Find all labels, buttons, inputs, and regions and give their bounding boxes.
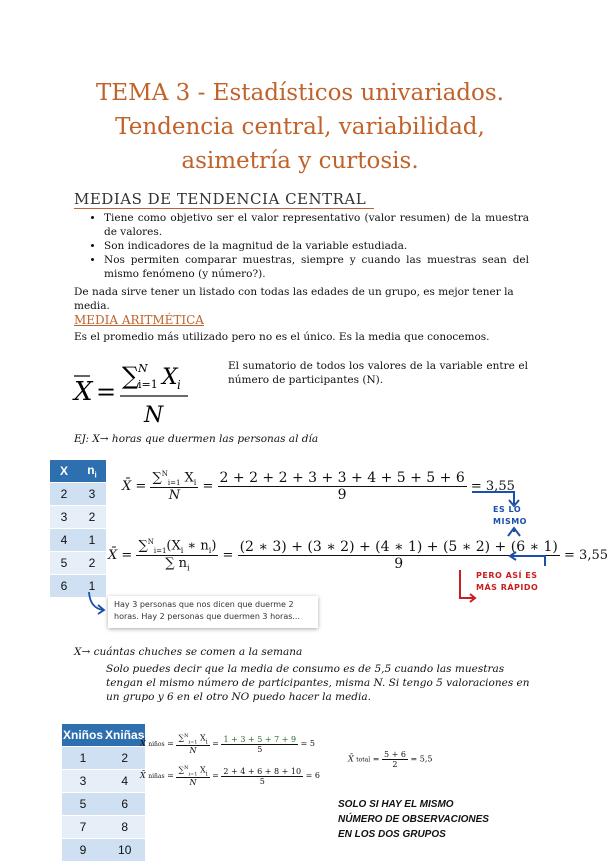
table-header-ninas: Xniñas bbox=[104, 724, 145, 747]
svg-text:N: N bbox=[138, 362, 148, 375]
table-row: 4 1 bbox=[50, 529, 106, 552]
equation-2: X̄ = $\frac{\sum^N_{i=1}(X_i ∗ n_i)}{\sum n_i}$ = $\frac{(2 ∗ 3) + (3 ∗ 2) + (4 ∗ 1) + (5 ∗ 2) + (6 ∗ 1)}{9}$ = 3,55 bbox=[108, 538, 608, 573]
table-row: 3 4 bbox=[62, 770, 145, 793]
title-line-2: Tendencia central, variabilidad, bbox=[115, 114, 485, 140]
page-title bbox=[0, 76, 600, 178]
mean-formula bbox=[74, 350, 224, 430]
table-row: 9 10 bbox=[62, 839, 145, 862]
equation-5: X̄ total = $\frac{5 + 6}{2}$ = 5,5 bbox=[348, 750, 433, 769]
blue-curve-arrow-icon bbox=[86, 590, 108, 618]
table-hours bbox=[50, 460, 106, 598]
table-row: 6 1 bbox=[50, 575, 106, 598]
table-header-ninos: Xniños bbox=[62, 724, 104, 747]
list-item: • Son indicadores de la magnitud de la variable estudiada. bbox=[104, 239, 529, 253]
blue-return-arrow-icon bbox=[505, 550, 555, 570]
title-line-3: asimetría y curtosis. bbox=[181, 148, 419, 174]
svg-text:N: N bbox=[144, 403, 164, 428]
formula-description: El sumatorio de todos los valores de la variable entre el número de participantes (N). bbox=[228, 360, 528, 386]
equation-1: X̄ = $\frac{\sum^N_{i=1} X_i}{N}$ = $\frac{2 + 2 + 2 + 3 + 3 + 4 + 5 + 5 + 6}{9}$ = 3,55 bbox=[122, 470, 515, 503]
svg-text:i: i bbox=[177, 378, 181, 392]
final-note-line: SOLO SI HAY EL MISMO bbox=[338, 799, 454, 810]
final-note bbox=[338, 797, 489, 842]
table-header-x: X bbox=[50, 460, 78, 483]
paragraph-intro: Es el promedio más utilizado pero no es el único. Es la media que conocemos. bbox=[74, 331, 490, 343]
red-arrow-icon bbox=[456, 568, 478, 608]
table-chuches bbox=[62, 724, 145, 862]
section-heading-medias: MEDIAS DE TENDENCIA CENTRAL bbox=[74, 190, 374, 209]
paragraph-listado: De nada sirve tener un listado con todas las edades de un grupo, es mejor tener la media. bbox=[74, 286, 514, 312]
bullet-list bbox=[74, 211, 529, 281]
note-es-lo-mismo: ES LO MISMO bbox=[493, 505, 527, 526]
svg-text:X: X bbox=[162, 365, 178, 390]
note-mas-rapido: PERO ASÍ ES MÁS RÁPIDO bbox=[476, 571, 539, 592]
table-row: 3 2 bbox=[50, 506, 106, 529]
list-item: • Tiene como objetivo ser el valor representativo (valor resumen) de la muestra de valores. bbox=[104, 211, 529, 239]
list-item: • Nos permiten comparar muestras, siempre y cuando las muestras sean del mismo fenómeno (y número?). bbox=[104, 253, 529, 281]
table-header-n: $n_i$ bbox=[78, 460, 106, 483]
final-note-line: NÚMERO DE OBSERVACIONES bbox=[338, 814, 489, 825]
section-heading-media-aritmetica: MEDIA ARITMÉTICA bbox=[74, 313, 204, 327]
note-box: Hay 3 personas que nos dicen que duerme 2 horas. Hay 2 personas que duermen 3 horas... bbox=[108, 596, 318, 628]
example-1: EJ: X→ horas que duermen las personas al día bbox=[74, 433, 319, 445]
equation-4: X̄ niñas = $\frac{\sum^N_{i=1} X_i}{N}$ = $\frac{2 + 4 + 6 + 8 + 10}{5}$ = 6 bbox=[140, 765, 320, 788]
table-row: 1 2 bbox=[62, 747, 145, 770]
table-row: 5 2 bbox=[50, 552, 106, 575]
svg-text:i=1: i=1 bbox=[138, 378, 158, 391]
mean-formula-svg bbox=[74, 350, 224, 430]
equation-3: X̄ niños = $\frac{\sum^N_{i=1} X_i}{N}$ = $\frac{1 + 3 + 5 + 7 + 9}{5}$ = 5 bbox=[140, 733, 315, 756]
table-row: 7 8 bbox=[62, 816, 145, 839]
title-line-1: TEMA 3 - Estadísticos univariados. bbox=[96, 80, 504, 106]
table-row: 5 6 bbox=[62, 793, 145, 816]
svg-text:∑: ∑ bbox=[122, 362, 140, 390]
svg-text:X: X bbox=[74, 377, 93, 407]
final-note-line: EN LOS DOS GRUPOS bbox=[338, 829, 446, 840]
svg-text:=: = bbox=[96, 378, 117, 406]
example-2: X→ cuántas chuches se comen a la semana bbox=[74, 646, 303, 658]
table-row: 2 3 bbox=[50, 483, 106, 506]
example-2-text: Solo puedes decir que la media de consumo es de 5,5 cuando las muestras tengan el mismo número de participantes, misma N. Si tengo 5 valoraciones en un grupo y 6 en el otro NO puedo hacer la media. bbox=[106, 663, 530, 703]
